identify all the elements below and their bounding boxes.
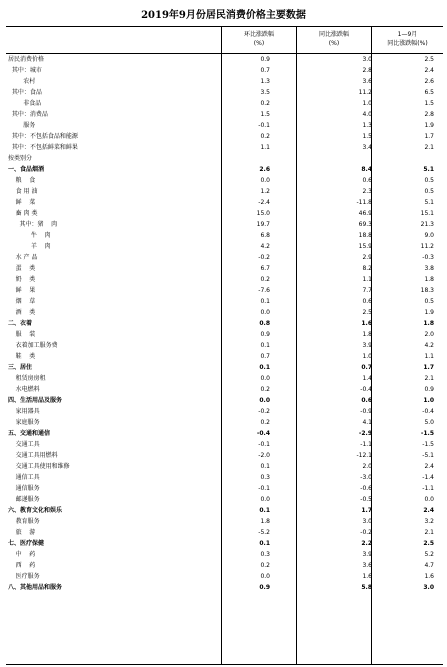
- cell-mom: 3.5: [260, 89, 270, 96]
- header-mom: [222, 30, 296, 48]
- header-yoy-label: 同比涨跌幅: [318, 31, 349, 38]
- cell-mom: 0.0: [260, 177, 270, 184]
- cell-yoy: -0.9: [360, 408, 372, 415]
- cell-yoy: 1.5: [362, 133, 372, 140]
- cell-mom: 6.8: [260, 232, 270, 239]
- cell-mom: 0.7: [260, 353, 270, 360]
- cell-ytd: 1.7: [423, 364, 434, 371]
- cell-yoy: -11.8: [356, 199, 372, 206]
- row-label: 鲜 菜: [8, 199, 36, 206]
- cell-mom: 0.0: [260, 573, 270, 580]
- cell-yoy: 3.6: [362, 78, 372, 85]
- cell-yoy: 1.8: [362, 331, 372, 338]
- cell-mom: 1.3: [260, 78, 270, 85]
- cell-yoy: 4.0: [362, 111, 372, 118]
- cell-ytd: 3.2: [424, 518, 434, 525]
- cell-mom: 0.1: [259, 364, 270, 371]
- table-row: [6, 275, 443, 286]
- cell-yoy: 15.9: [358, 243, 372, 250]
- cell-yoy: -1.1: [360, 441, 372, 448]
- row-label: 三、居住: [8, 364, 33, 371]
- category-row: [6, 319, 443, 330]
- table-row: [6, 451, 443, 462]
- cell-ytd: 2.4: [424, 463, 434, 470]
- cell-yoy: 2.0: [362, 463, 372, 470]
- header-yoy: [297, 30, 371, 48]
- table-row: [6, 385, 443, 396]
- cell-yoy: 5.8: [361, 584, 372, 591]
- row-label: 邮递服务: [8, 496, 40, 503]
- cell-mom: 0.2: [260, 419, 270, 426]
- page-title: 2019年9月份居民消费价格主要数据: [141, 10, 306, 21]
- cell-ytd: 18.3: [420, 287, 434, 294]
- cell-ytd: 2.1: [424, 375, 434, 382]
- cell-yoy: 69.3: [358, 221, 372, 228]
- cell-ytd: 5.0: [424, 419, 434, 426]
- cell-yoy: 1.6: [362, 573, 372, 580]
- cell-ytd: -1.5: [420, 430, 434, 437]
- cell-yoy: 2.5: [362, 309, 372, 316]
- row-label: 水电燃料: [8, 386, 40, 393]
- row-label: 家用器具: [8, 408, 40, 415]
- cell-ytd: 2.6: [424, 78, 434, 85]
- table-row: [6, 418, 443, 429]
- cell-mom: 1.1: [260, 144, 270, 151]
- row-label: 非食品: [8, 100, 42, 107]
- category-row: [6, 363, 443, 374]
- table-row: [6, 132, 443, 143]
- header-mom-label: 环比涨跌幅: [243, 31, 274, 38]
- cell-ytd: -0.4: [422, 408, 434, 415]
- cell-ytd: 5.1: [423, 166, 434, 173]
- cell-mom: 1.2: [260, 188, 270, 195]
- cell-ytd: -5.1: [422, 452, 434, 459]
- cell-yoy: 1.4: [362, 375, 372, 382]
- cell-mom: 6.7: [260, 265, 270, 272]
- cell-mom: 0.1: [260, 342, 270, 349]
- category-row: [6, 583, 443, 594]
- table-row: [6, 88, 443, 99]
- row-label: 其中：城市: [8, 67, 42, 74]
- cell-ytd: 1.5: [424, 100, 434, 107]
- cell-ytd: 0.0: [424, 496, 434, 503]
- table-row: [6, 352, 443, 363]
- cell-mom: 0.7: [260, 67, 270, 74]
- cell-ytd: 6.5: [424, 89, 434, 96]
- table-row: [6, 242, 443, 253]
- table-row: [6, 55, 443, 66]
- row-label: 八、其他用品和服务: [8, 584, 63, 591]
- row-label: 其中：食品: [8, 89, 42, 96]
- header-ytd: [372, 30, 443, 48]
- cell-ytd: 2.4: [423, 507, 434, 514]
- cell-yoy: 3.0: [362, 518, 372, 525]
- cell-yoy: 1.3: [362, 122, 372, 129]
- row-label: 一、食品烟酒: [8, 166, 45, 173]
- cell-ytd: 0.9: [424, 386, 434, 393]
- row-label: 水 产 品: [8, 254, 38, 261]
- cell-mom: 0.9: [260, 56, 270, 63]
- row-label: 七、医疗保健: [8, 540, 45, 547]
- row-label: 五、交通和通信: [8, 430, 51, 437]
- table-header: [6, 27, 443, 54]
- table-row: [6, 154, 443, 165]
- cell-yoy: 2.2: [361, 540, 372, 547]
- row-label: 牛 肉: [8, 232, 51, 239]
- cell-ytd: 0.5: [424, 177, 434, 184]
- row-label: 通信工具: [8, 474, 40, 481]
- row-label: 教育服务: [8, 518, 40, 525]
- row-label: 衣着加工服务费: [8, 342, 58, 349]
- row-label: 居民消费价格: [8, 56, 45, 63]
- cell-mom: 0.0: [259, 397, 270, 404]
- row-label: 西 药: [8, 562, 36, 569]
- cell-ytd: 2.0: [424, 331, 434, 338]
- cell-mom: 0.1: [260, 463, 270, 470]
- cell-ytd: 4.2: [424, 342, 434, 349]
- cell-yoy: -0.5: [360, 496, 372, 503]
- cell-mom: 0.2: [260, 386, 270, 393]
- cell-ytd: 4.7: [424, 562, 434, 569]
- cell-mom: 0.0: [260, 496, 270, 503]
- row-label: 租赁房房租: [8, 375, 46, 382]
- row-label: 奶 类: [8, 276, 36, 283]
- row-label: 其中：不包括鲜菜和鲜果: [8, 144, 78, 151]
- row-label: 医疗服务: [8, 573, 40, 580]
- table-row: [6, 341, 443, 352]
- table-row: [6, 77, 443, 88]
- cell-yoy: 8.4: [361, 166, 372, 173]
- cell-mom: 0.3: [260, 474, 270, 481]
- cell-mom: 0.0: [260, 375, 270, 382]
- table-row: [6, 517, 443, 528]
- category-row: [6, 539, 443, 550]
- row-label: 二、衣着: [8, 320, 33, 327]
- row-label: 烟 草: [8, 298, 36, 305]
- cell-ytd: 2.8: [424, 111, 434, 118]
- table-row: [6, 231, 443, 242]
- cell-mom: 0.1: [259, 507, 270, 514]
- cell-mom: -0.1: [258, 122, 270, 129]
- cell-ytd: 0.5: [424, 298, 434, 305]
- cell-mom: 1.5: [260, 111, 270, 118]
- category-row: [6, 506, 443, 517]
- cell-yoy: 1.0: [362, 353, 372, 360]
- cell-ytd: 3.8: [424, 265, 434, 272]
- cpi-table: [6, 26, 443, 665]
- row-label: 其中：消费品: [8, 111, 48, 118]
- cell-ytd: 3.0: [423, 584, 434, 591]
- row-label: 旅 游: [8, 529, 36, 536]
- cell-yoy: 4.1: [362, 419, 372, 426]
- cell-ytd: 2.1: [424, 529, 434, 536]
- row-label: 通信服务: [8, 485, 40, 492]
- table-row: [6, 121, 443, 132]
- cell-mom: 0.2: [260, 133, 270, 140]
- cell-mom: -0.1: [258, 441, 270, 448]
- cell-yoy: 1.7: [361, 507, 372, 514]
- cell-mom: 0.2: [260, 100, 270, 107]
- row-label: 服 装: [8, 331, 36, 338]
- cell-ytd: 1.9: [424, 309, 434, 316]
- cell-mom: 0.8: [259, 320, 270, 327]
- cell-yoy: 46.9: [358, 210, 372, 217]
- row-label: 六、教育文化和娱乐: [8, 507, 63, 514]
- table-row: [6, 264, 443, 275]
- table-row: [6, 572, 443, 583]
- cell-ytd: 1.0: [423, 397, 434, 404]
- table-row: [6, 198, 443, 209]
- row-label: 蛋 类: [8, 265, 36, 272]
- header-mom-unit: (%): [253, 40, 265, 47]
- cell-yoy: 1.0: [362, 100, 372, 107]
- cell-yoy: 0.6: [362, 298, 372, 305]
- cell-ytd: 1.8: [424, 276, 434, 283]
- cell-ytd: 1.1: [424, 353, 434, 360]
- cell-ytd: 5.2: [424, 551, 434, 558]
- row-label: 鲜 果: [8, 287, 36, 294]
- row-label: 中 药: [8, 551, 36, 558]
- table-row: [6, 440, 443, 451]
- cell-ytd: 2.5: [424, 56, 434, 63]
- table-row: [6, 253, 443, 264]
- cell-yoy: 0.6: [361, 397, 372, 404]
- cell-mom: -0.1: [258, 485, 270, 492]
- row-label: 鞋 类: [8, 353, 36, 360]
- row-label: 交通工具: [8, 441, 40, 448]
- cell-mom: 1.8: [260, 518, 270, 525]
- cell-yoy: 11.2: [358, 89, 372, 96]
- cell-ytd: -1.4: [422, 474, 434, 481]
- table-row: [6, 308, 443, 319]
- cell-yoy: 3.4: [362, 144, 372, 151]
- category-row: [6, 396, 443, 407]
- cell-yoy: -3.0: [360, 474, 372, 481]
- cell-mom: 0.0: [260, 309, 270, 316]
- cell-mom: 0.1: [260, 298, 270, 305]
- cell-ytd: 1.9: [424, 122, 434, 129]
- row-label: 家庭服务: [8, 419, 40, 426]
- cell-mom: 4.2: [260, 243, 270, 250]
- cell-yoy: 3.9: [362, 342, 372, 349]
- cell-mom: 0.3: [260, 551, 270, 558]
- cell-ytd: 5.1: [424, 199, 434, 206]
- row-label: 畜 肉 类: [8, 210, 38, 217]
- cell-mom: 0.1: [259, 540, 270, 547]
- cell-mom: -2.0: [258, 452, 270, 459]
- table-row: [6, 473, 443, 484]
- cell-mom: 15.0: [256, 210, 270, 217]
- table-row: [6, 374, 443, 385]
- cell-ytd: 0.5: [424, 188, 434, 195]
- table-row: [6, 297, 443, 308]
- table-row: [6, 110, 443, 121]
- cell-ytd: 1.7: [424, 133, 434, 140]
- header-ytd-label: 1—9月: [397, 31, 418, 38]
- category-row: [6, 165, 443, 176]
- cell-yoy: 0.6: [362, 177, 372, 184]
- row-label: 服务: [8, 122, 36, 129]
- cell-ytd: 2.5: [423, 540, 434, 547]
- row-label: 粮 食: [8, 177, 36, 184]
- row-label: 农村: [8, 78, 36, 85]
- cell-yoy: -0.4: [360, 386, 372, 393]
- table-row: [6, 176, 443, 187]
- cell-mom: 0.9: [259, 584, 270, 591]
- cell-yoy: 3.0: [362, 56, 372, 63]
- cell-mom: -0.4: [256, 430, 270, 437]
- row-label: 四、生活用品及服务: [8, 397, 63, 404]
- cell-mom: 2.6: [259, 166, 270, 173]
- cell-ytd: -1.1: [422, 485, 434, 492]
- cell-yoy: 0.7: [361, 364, 372, 371]
- cell-ytd: -1.5: [422, 441, 434, 448]
- table-row: [6, 143, 443, 154]
- cell-mom: 19.7: [256, 221, 270, 228]
- cell-yoy: 7.7: [362, 287, 372, 294]
- cell-mom: -7.6: [258, 287, 270, 294]
- cell-ytd: 1.6: [424, 573, 434, 580]
- table-row: [6, 99, 443, 110]
- cell-yoy: 1.6: [361, 320, 372, 327]
- cell-yoy: -12.1: [356, 452, 372, 459]
- cell-yoy: 2.3: [362, 188, 372, 195]
- row-label: 酒 类: [8, 309, 36, 316]
- table-row: [6, 407, 443, 418]
- table-row: [6, 550, 443, 561]
- cell-yoy: -0.6: [360, 485, 372, 492]
- row-label: 交通工具使用和维修: [8, 463, 70, 470]
- table-row: [6, 528, 443, 539]
- row-label: 交通工具用燃料: [8, 452, 58, 459]
- cell-yoy: 1.1: [362, 276, 372, 283]
- table-row: [6, 330, 443, 341]
- cell-yoy: -2.9: [358, 430, 372, 437]
- cell-mom: 0.2: [260, 276, 270, 283]
- header-ytd-unit: 同比涨跌幅(%): [387, 40, 428, 47]
- cell-yoy: 8.2: [362, 265, 372, 272]
- table-row: [6, 187, 443, 198]
- cell-ytd: -0.3: [422, 254, 434, 261]
- row-label: 羊 肉: [8, 243, 51, 250]
- cell-mom: -0.2: [258, 408, 270, 415]
- cell-yoy: 3.9: [362, 551, 372, 558]
- table-row: [6, 286, 443, 297]
- cell-ytd: 2.4: [424, 67, 434, 74]
- cell-yoy: -0.2: [360, 529, 372, 536]
- cell-yoy: 18.8: [358, 232, 372, 239]
- cell-mom: 0.9: [260, 331, 270, 338]
- table-row: [6, 495, 443, 506]
- table-row: [6, 220, 443, 231]
- row-label: 按类别分: [8, 155, 33, 162]
- table-row: [6, 209, 443, 220]
- cell-ytd: 1.8: [423, 320, 434, 327]
- cell-yoy: 3.6: [362, 562, 372, 569]
- table-row: [6, 66, 443, 77]
- cell-ytd: 15.1: [420, 210, 434, 217]
- cell-ytd: 9.0: [424, 232, 434, 239]
- cell-mom: 0.2: [260, 562, 270, 569]
- cell-mom: -2.4: [258, 199, 270, 206]
- table-row: [6, 462, 443, 473]
- cell-mom: -0.2: [258, 254, 270, 261]
- cell-yoy: 2.8: [362, 67, 372, 74]
- table-row: [6, 484, 443, 495]
- header-yoy-unit: (%): [328, 40, 340, 47]
- category-row: [6, 429, 443, 440]
- cell-ytd: 11.2: [420, 243, 434, 250]
- row-label: 其中：不包括食品和能源: [8, 133, 78, 140]
- cell-yoy: 2.9: [362, 254, 372, 261]
- cell-ytd: 2.1: [424, 144, 434, 151]
- cell-mom: -5.2: [258, 529, 270, 536]
- table-row: [6, 561, 443, 572]
- cell-ytd: 21.3: [420, 221, 434, 228]
- row-label: 食 用 油: [8, 188, 38, 195]
- row-label: 其中：猪 肉: [8, 221, 58, 228]
